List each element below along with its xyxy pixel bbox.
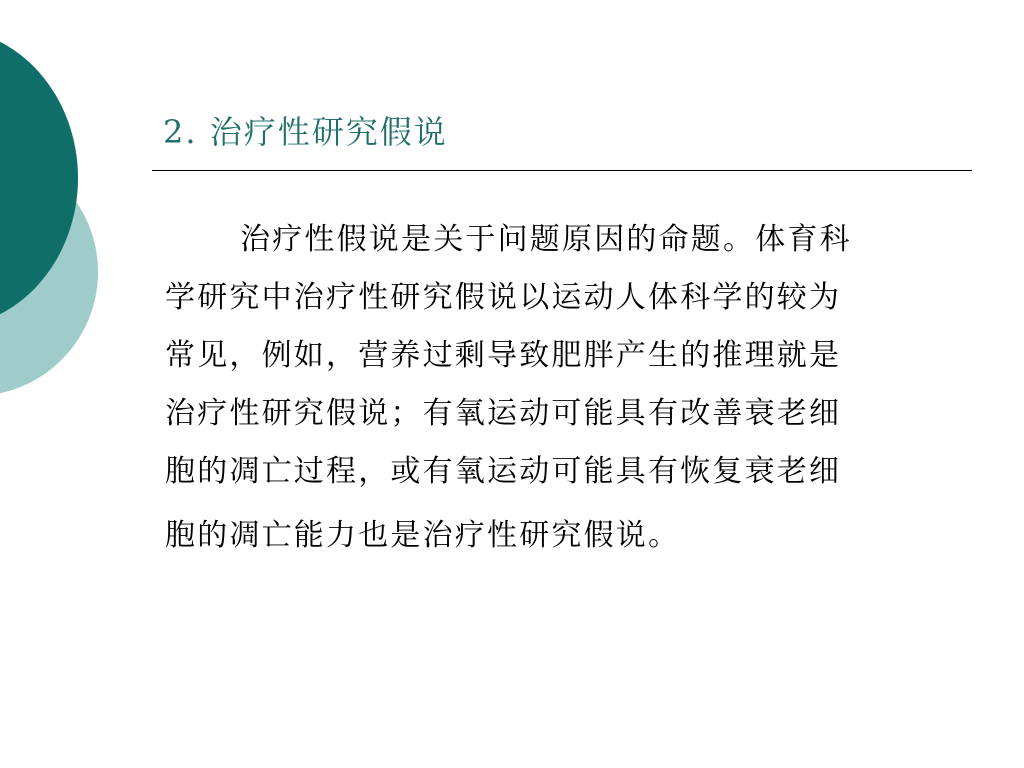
paragraph-line: 治疗性研究假说；有氧运动可能具有改善衰老细 (165, 396, 842, 431)
paragraph-line: 胞的凋亡过程，或有氧运动可能具有恢复衰老细 (165, 454, 842, 489)
paragraph-line: 常见，例如，营养过剩导致肥胖产生的推理就是 (165, 338, 842, 373)
paragraph-line: 学研究中治疗性研究假说以运动人体科学的较为 (165, 280, 842, 315)
title-divider (152, 170, 972, 171)
paragraph-line: 治疗性假说是关于问题原因的命题。体育科 (240, 222, 852, 257)
slide-title: 2. 治疗性研究假说 (163, 113, 448, 151)
paragraph-line: 胞的凋亡能力也是治疗性研究假说。 (165, 518, 681, 553)
